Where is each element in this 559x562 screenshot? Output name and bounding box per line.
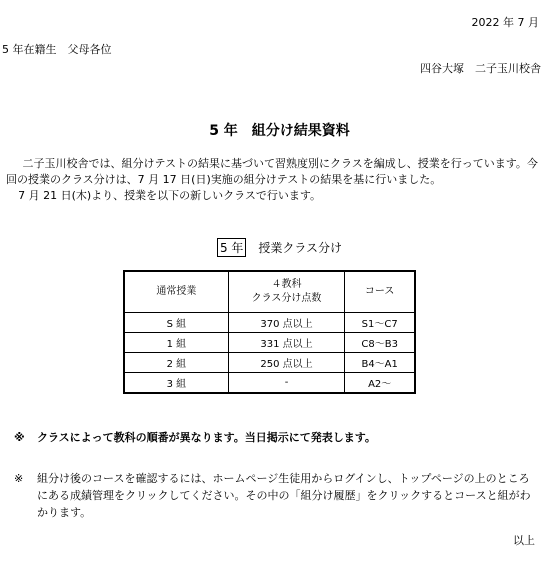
body-text bbox=[6, 156, 546, 204]
closing-remark: 以上 bbox=[513, 534, 535, 547]
grade-box: 5 年 bbox=[217, 238, 246, 257]
header-regular-class: 通常授業 bbox=[124, 271, 228, 313]
note-2-text: 組分け後のコースを確認するには、ホームページ生徒用からログインし、トップページの上のところにある成績管理をクリックしてください。その中の「組分け履歴」をクリックするとコースと組がわかります。 bbox=[37, 472, 531, 519]
class-cell: S 組 bbox=[124, 313, 228, 333]
note-1-text: クラスによって教科の順番が異なります。当日掲示にて発表します。 bbox=[37, 431, 376, 444]
table-row bbox=[124, 373, 415, 394]
table-title-label: 授業クラス分け bbox=[258, 241, 343, 255]
header-score: ４教科 クラス分け点数 bbox=[228, 271, 345, 313]
course-cell: C8～B3 bbox=[345, 333, 415, 353]
note-mark: ※ bbox=[14, 431, 25, 444]
addressee: 5 年在籍生 父母各位 bbox=[2, 43, 112, 56]
course-cell: A2～ bbox=[345, 373, 415, 394]
table-row bbox=[124, 313, 415, 333]
class-table bbox=[123, 270, 416, 394]
table-row bbox=[124, 353, 415, 373]
document-date: 2022 年 7 月 bbox=[471, 16, 539, 29]
body-paragraph-2: 7 月 21 日(木)より、授業を以下の新しいクラスで行います。 bbox=[18, 189, 321, 202]
class-cell: 3 組 bbox=[124, 373, 228, 394]
table-header-row bbox=[124, 271, 415, 313]
score-cell: 331 点以上 bbox=[228, 333, 345, 353]
class-cell: 1 組 bbox=[124, 333, 228, 353]
header-course: コース bbox=[345, 271, 415, 313]
note-2 bbox=[14, 470, 534, 521]
body-paragraph-1: 二子玉川校舎では、組分けテストの結果に基づいて習熟度別にクラスを編成し、授業を行っています。今回の授業のクラス分けは、7 月 17 日(日)実施の組分けテストの結果を基に行いました。 bbox=[6, 157, 538, 186]
course-cell: B4～A1 bbox=[345, 353, 415, 373]
score-cell: 370 点以上 bbox=[228, 313, 345, 333]
class-cell: 2 組 bbox=[124, 353, 228, 373]
note-mark: ※ bbox=[14, 472, 24, 485]
note-1 bbox=[14, 429, 376, 445]
score-cell: 250 点以上 bbox=[228, 353, 345, 373]
score-cell: - bbox=[228, 373, 345, 394]
table-row bbox=[124, 333, 415, 353]
school-name: 四谷大塚 二子玉川校舎 bbox=[420, 62, 541, 75]
table-title bbox=[0, 238, 559, 257]
course-cell: S1～C7 bbox=[345, 313, 415, 333]
document-title: 5 年 組分け結果資料 bbox=[209, 123, 350, 139]
